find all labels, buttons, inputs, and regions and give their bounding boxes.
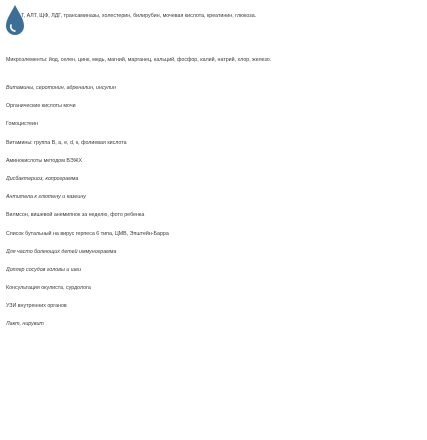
list-item: Дисбактериоз, копрограмма <box>6 175 79 182</box>
header-section <box>4 4 424 38</box>
microelements-text: Микроэлементы: йод, селен, цинк, медь, магний, марганец, кальций, фосфор, калий, натрий, хлор, железо. <box>6 57 272 63</box>
list-item: Витамины: группа В, a, е, d, к, фолиевая кислота <box>6 139 127 146</box>
list-item: Аминокислоты методом ВЭЖХ <box>6 157 83 164</box>
list-item: Органические кислоты мочи <box>6 103 76 110</box>
list-item: Антитела к глютену и казеину <box>6 194 86 201</box>
list-item: Для часто болеющих детей иммунограмма <box>6 248 117 255</box>
header-analysis-list: Т, АЛТ, ЩФ, ЛДГ, трансаминазы, холестерин, билирубин, мочевая кислота, креатинин, глюкоза. <box>21 13 257 19</box>
list-item: Гомоцистеин <box>6 121 38 128</box>
list-item: Вилмсон, вишевой анемипнок за неделю, фото ребенка <box>6 212 145 219</box>
list-item: Список бутальный на вирус герпеса 6 типа, ЦМВ, Эпштейн-Барра <box>6 230 169 237</box>
list-item: Витамины, серотонин, адреналин, инсулин <box>6 85 116 91</box>
list-item: Консультация окулиста, сурдолога <box>6 285 91 292</box>
list-item: Доплер сосудов головы и шеи <box>6 266 82 273</box>
list-item: Лакт, нирувит <box>6 321 44 328</box>
analysis-list <box>6 84 420 339</box>
list-item: УЗИ внутренних органов <box>6 303 67 310</box>
